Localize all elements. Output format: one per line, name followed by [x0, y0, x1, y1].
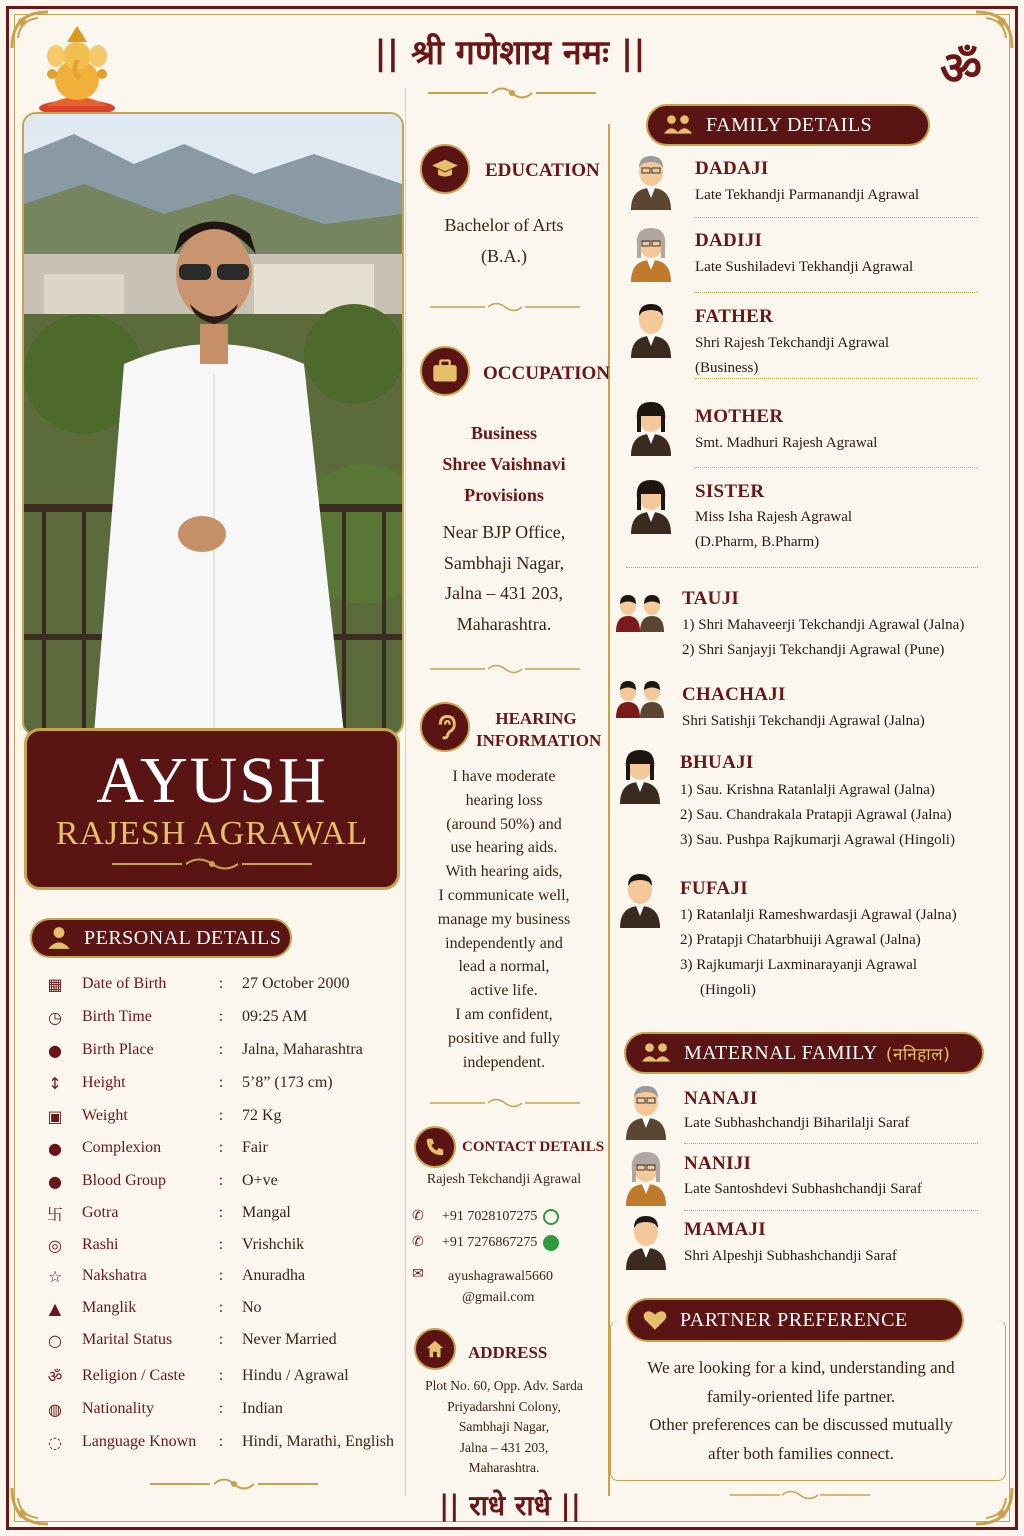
- field-separator: :: [218, 1204, 224, 1221]
- field-value: Indian: [242, 1400, 283, 1417]
- hearing-line: With hearing aids,: [445, 863, 563, 881]
- personal-row: [44, 1069, 404, 1097]
- weight-icon: ▣: [47, 1106, 63, 1126]
- phone-row-1[interactable]: [412, 1208, 559, 1225]
- hearing-line: use hearing aids.: [450, 839, 558, 857]
- field-separator: :: [218, 1400, 224, 1417]
- field-value: Fair: [242, 1139, 268, 1156]
- family-member-line: Shri Satishji Tekchandji Agrawal (Jalna): [682, 713, 925, 729]
- field-label: Manglik: [82, 1299, 137, 1316]
- dotted-separator: [695, 217, 977, 218]
- avatar-icon: [627, 300, 675, 358]
- field-value: 72 Kg: [242, 1107, 282, 1124]
- family-member-line: 3) Rajkumarji Laxminarayanji Agrawal: [680, 957, 918, 973]
- avatar-icon: [627, 398, 675, 456]
- field-separator: :: [218, 1433, 224, 1450]
- family-role: DADAJI: [695, 158, 769, 179]
- family-role: CHACHAJI: [682, 684, 786, 705]
- section-title: PERSONAL DETAILS: [84, 926, 282, 949]
- hearing-line: independent.: [462, 1053, 546, 1071]
- address-line: Maharashtra.: [468, 1460, 540, 1475]
- family-role: NANAJI: [684, 1088, 758, 1109]
- hearing-title: [476, 708, 602, 752]
- field-separator: :: [218, 1299, 224, 1316]
- email-line: @gmail.com: [462, 1290, 535, 1305]
- field-label: Nationality: [82, 1400, 154, 1417]
- graduation-cap-icon: [420, 144, 470, 194]
- field-value: No: [242, 1299, 262, 1316]
- family-member-line: Late Subhashchandji Biharilalji Saraf: [684, 1115, 910, 1131]
- contact-title: CONTACT DETAILS: [462, 1139, 605, 1155]
- field-separator: :: [218, 1139, 224, 1156]
- address-title: ADDRESS: [468, 1343, 548, 1362]
- section-title: MATERNAL FAMILY: [684, 1041, 878, 1064]
- family-member-line: 2) Shri Sanjayji Tekchandji Agrawal (Pune): [682, 642, 945, 658]
- flame-icon: ▲: [48, 1298, 62, 1318]
- calendar-icon: ▦: [47, 974, 63, 994]
- profile-photo: [22, 112, 404, 736]
- section-title: FAMILY DETAILS: [706, 113, 873, 136]
- first-name: AYUSH: [96, 744, 328, 817]
- address-line: Jalna – 431 203,: [459, 1439, 549, 1455]
- field-separator: :: [218, 1008, 224, 1025]
- chat-icon: [543, 1235, 559, 1251]
- personal-row: [44, 1036, 404, 1064]
- dotted-separator: [684, 1143, 978, 1144]
- home-icon: [414, 1328, 456, 1370]
- height-icon: ↕: [48, 1073, 62, 1093]
- partner-line: after both families connect.: [708, 1443, 894, 1463]
- ring-icon: ○: [48, 1330, 62, 1350]
- personal-row: [44, 1428, 404, 1456]
- avatar-icon: [616, 870, 664, 928]
- om-icon: ॐ: [940, 41, 982, 95]
- family-member-line: Shri Rajesh Tekchandji Agrawal: [695, 335, 890, 351]
- education-line: Bachelor of Arts: [444, 215, 564, 235]
- family-member-line: (D.Pharm, B.Pharm): [695, 534, 820, 550]
- last-name: RAJESH AGRAWAL: [55, 815, 369, 852]
- address-line: Sambhaji Nagar,: [458, 1419, 550, 1434]
- family-role: FUFAJI: [680, 878, 748, 899]
- field-value: 09:25 AM: [242, 1008, 308, 1025]
- field-label: Complexion: [82, 1139, 162, 1156]
- family-member-line: Shri Alpeshji Subhashchandji Saraf: [684, 1248, 897, 1264]
- personal-row: [44, 1294, 404, 1322]
- field-label: Nakshatra: [82, 1267, 147, 1284]
- field-separator: :: [218, 1331, 224, 1348]
- hearing-title-line: HEARING: [495, 709, 577, 728]
- family-member-names: [695, 431, 1015, 456]
- hearing-line: lead a normal,: [458, 958, 550, 976]
- occupation-line: Provisions: [464, 485, 544, 505]
- email-row[interactable]: [412, 1266, 602, 1308]
- personal-row: [44, 1262, 404, 1290]
- field-value: Hindu / Agrawal: [242, 1367, 349, 1384]
- dotted-separator: [695, 378, 977, 379]
- field-value: Hindi, Marathi, English: [242, 1433, 394, 1450]
- ornament-divider: [150, 1477, 318, 1491]
- field-label: Blood Group: [82, 1172, 166, 1189]
- star-icon: ☆: [47, 1266, 63, 1286]
- ganesha-icon: [34, 22, 120, 118]
- family-member-line: Late Tekhandji Parmanandji Agrawal: [695, 187, 920, 203]
- field-value: Never Married: [242, 1331, 337, 1348]
- field-label: Date of Birth: [82, 975, 167, 992]
- person-icon: [46, 925, 72, 951]
- name-banner: [24, 728, 400, 890]
- address-body: [410, 1376, 598, 1479]
- family-member-names: [695, 505, 1015, 555]
- blood-drop-icon: ●: [48, 1171, 62, 1191]
- field-separator: :: [218, 1267, 224, 1284]
- occupation-line: Business: [470, 423, 538, 443]
- family-group-icon: [662, 112, 694, 138]
- hearing-line: active life.: [470, 982, 538, 1000]
- hearing-line: I have moderate: [452, 768, 556, 785]
- ornament-divider: [730, 1488, 870, 1502]
- occupation-title: OCCUPATION: [483, 363, 611, 384]
- family-member-line: Smt. Madhuri Rajesh Agrawal: [695, 435, 878, 451]
- personal-row: [44, 1231, 404, 1259]
- phone-icon: [414, 1126, 456, 1168]
- maternal-family-header: [624, 1032, 984, 1074]
- family-member-line: 1) Ratanlalji Rameshwardasji Agrawal (Jalna): [680, 907, 957, 923]
- avatar-icon: [622, 1212, 670, 1270]
- field-label: Height: [82, 1074, 126, 1091]
- occupation-line: Sambhaji Nagar,: [443, 552, 565, 573]
- personal-row: [44, 1326, 404, 1354]
- column-divider: [405, 88, 406, 1496]
- occupation-line: Maharashtra.: [456, 613, 552, 634]
- ornament-divider: [430, 662, 580, 676]
- field-label: Weight: [82, 1107, 128, 1124]
- clock-icon: ◷: [48, 1007, 62, 1027]
- personal-row: [44, 1167, 404, 1195]
- family-role: FATHER: [695, 306, 774, 327]
- family-details-header: [646, 104, 930, 146]
- field-separator: :: [218, 1236, 224, 1253]
- family-member-names: [682, 709, 1002, 734]
- ornament-divider: [430, 1096, 580, 1110]
- partner-line: Other preferences can be discussed mutually: [649, 1415, 953, 1434]
- family-member-names: [684, 1244, 984, 1269]
- occupation-business: [412, 418, 596, 511]
- field-separator: :: [218, 1074, 224, 1091]
- family-member-names: [680, 778, 1000, 853]
- hearing-body: [412, 765, 596, 1074]
- footer-invocation: || राधे राधे ||: [439, 1489, 581, 1522]
- field-value: Mangal: [242, 1204, 291, 1221]
- family-member-line: 1) Shri Mahaveerji Tekchandji Agrawal (Jalna): [682, 617, 965, 633]
- family-member-line: 3) Sau. Pushpa Rajkumarji Agrawal (Hingoli): [680, 832, 955, 848]
- ornament-divider: [428, 86, 596, 100]
- mail-icon: ✉: [412, 1267, 424, 1282]
- field-value: 5’8” (173 cm): [242, 1074, 333, 1091]
- field-value: Anuradha: [242, 1267, 306, 1284]
- whatsapp-icon: [543, 1209, 559, 1225]
- personal-row: [44, 1395, 404, 1423]
- family-role: BHUAJI: [680, 752, 754, 773]
- occupation-line: Shree Vaishnavi: [442, 454, 566, 474]
- field-label: Birth Place: [82, 1041, 154, 1058]
- swastika-icon: 卐: [46, 1204, 63, 1224]
- family-member-line: (Business): [695, 360, 759, 376]
- location-pin-icon: ●: [48, 1040, 62, 1060]
- family-role: NANIJI: [684, 1153, 752, 1174]
- family-member-line: (Hingoli): [700, 982, 756, 998]
- family-role: DADIJI: [695, 230, 763, 251]
- field-value: 27 October 2000: [242, 975, 350, 992]
- dotted-separator: [684, 1210, 978, 1211]
- personal-row: [44, 1102, 404, 1130]
- partner-line: We are looking for a kind, understanding and: [647, 1358, 955, 1377]
- family-member-line: 2) Pratapji Chatarbhuiji Agrawal (Jalna): [680, 932, 921, 948]
- field-label: Birth Time: [82, 1008, 152, 1025]
- zodiac-wheel-icon: ◎: [48, 1235, 62, 1255]
- family-role: TAUJI: [682, 588, 740, 609]
- field-label: Rashi: [82, 1236, 119, 1253]
- hearing-line: positive and fully: [448, 1029, 560, 1047]
- family-member-names: [684, 1111, 984, 1136]
- family-member-names: [682, 613, 1002, 663]
- couple-avatar-icon: [616, 678, 664, 736]
- section-title-hindi: (ननिहाल): [885, 1044, 951, 1065]
- corner-ornament-icon: [8, 1474, 62, 1528]
- family-group-icon: [640, 1040, 672, 1066]
- field-label: Religion / Caste: [82, 1367, 186, 1384]
- phone-number: +91 7028107275: [442, 1208, 538, 1224]
- family-member-names: [695, 255, 1015, 280]
- family-member-line: 1) Sau. Krishna Ratanlalji Agrawal (Jalna): [680, 782, 935, 798]
- email-line: ayushagrawal5660: [448, 1269, 553, 1284]
- hearing-line: hearing loss: [465, 791, 543, 809]
- dotted-separator: [695, 467, 977, 468]
- family-member-names: [695, 183, 1015, 208]
- field-separator: :: [218, 1367, 224, 1384]
- field-label: Gotra: [82, 1204, 119, 1221]
- dotted-separator: [626, 567, 978, 568]
- phone-icon: ✆: [412, 1235, 424, 1250]
- family-member-names: [695, 331, 1015, 381]
- field-separator: :: [218, 1172, 224, 1189]
- education-title: EDUCATION: [485, 160, 600, 181]
- personal-row: [44, 1003, 404, 1031]
- field-separator: :: [218, 1041, 224, 1058]
- education-line: (B.A.): [481, 246, 527, 266]
- hearing-line: independently and: [445, 934, 563, 952]
- om-icon: ॐ: [47, 1367, 63, 1386]
- briefcase-icon: [420, 346, 470, 396]
- avatar-icon: [627, 476, 675, 534]
- avatar-icon: [616, 746, 664, 804]
- family-role: MAMAJI: [684, 1219, 767, 1240]
- contact-name: Rajesh Tekchandji Agrawal: [426, 1172, 582, 1187]
- hearing-line: I am confident,: [455, 1005, 553, 1023]
- personal-details-header: [30, 918, 292, 958]
- field-separator: :: [218, 975, 224, 992]
- avatar-icon: [622, 1148, 670, 1206]
- section-title: PARTNER PREFERENCE: [680, 1308, 908, 1331]
- speech-bubble-icon: ◌: [48, 1432, 62, 1452]
- occupation-line: Jalna – 431 203,: [445, 583, 563, 603]
- address-line: Priyadarshni Colony,: [447, 1398, 561, 1414]
- family-member-line: Miss Isha Rajesh Agrawal: [695, 509, 853, 525]
- phone-number: +91 7276867275: [442, 1234, 538, 1250]
- column-divider: [608, 124, 610, 1496]
- family-member-names: [680, 903, 1000, 1003]
- family-member-line: 2) Sau. Chandrakala Pratapji Agrawal (Jalna): [680, 807, 952, 823]
- family-role: MOTHER: [695, 406, 784, 427]
- phone-row-2[interactable]: [412, 1234, 559, 1251]
- field-label: Language Known: [82, 1433, 197, 1450]
- couple-avatar-icon: [616, 592, 664, 650]
- partner-line: family-oriented life partner.: [706, 1386, 896, 1406]
- field-label: Marital Status: [82, 1331, 173, 1348]
- hearing-line: manage my business: [437, 910, 571, 928]
- globe-icon: ◍: [48, 1399, 62, 1419]
- personal-row: [44, 970, 404, 998]
- avatar-icon: [627, 152, 675, 210]
- education-body: [412, 210, 596, 272]
- dotted-separator: [695, 292, 977, 293]
- hearing-line: (around 50%) and: [446, 815, 562, 833]
- hearing-title-line: INFORMATION: [476, 731, 602, 750]
- person-icon: ●: [48, 1138, 62, 1158]
- address-line: Plot No. 60, Opp. Adv. Sarda: [425, 1378, 583, 1393]
- personal-row: [44, 1199, 404, 1227]
- phone-icon: ✆: [412, 1209, 424, 1224]
- field-value: Jalna, Maharashtra: [242, 1041, 363, 1058]
- hearing-line: I communicate well,: [438, 886, 570, 904]
- family-role: SISTER: [695, 481, 765, 502]
- personal-row: [44, 1362, 404, 1390]
- occupation-line: Near BJP Office,: [442, 522, 566, 542]
- ornament-divider: [430, 300, 580, 314]
- occupation-address: [412, 517, 596, 639]
- invocation-heading: || श्री गणेशाय नमः ||: [374, 33, 646, 73]
- family-member-line: Late Santoshdevi Subhashchandji Saraf: [684, 1181, 922, 1197]
- ornament-divider: [112, 857, 312, 871]
- personal-row: [44, 1134, 404, 1162]
- field-value: O+ve: [242, 1172, 278, 1189]
- corner-ornament-icon: [962, 1474, 1016, 1528]
- avatar-icon: [622, 1082, 670, 1140]
- family-member-line: Late Sushiladevi Tekhandji Agrawal: [695, 259, 914, 275]
- avatar-icon: [627, 224, 675, 282]
- field-separator: :: [218, 1107, 224, 1124]
- partner-preference-body: [622, 1354, 980, 1468]
- ear-icon: [420, 702, 470, 752]
- family-member-names: [684, 1177, 984, 1202]
- field-value: Vrishchik: [242, 1236, 305, 1253]
